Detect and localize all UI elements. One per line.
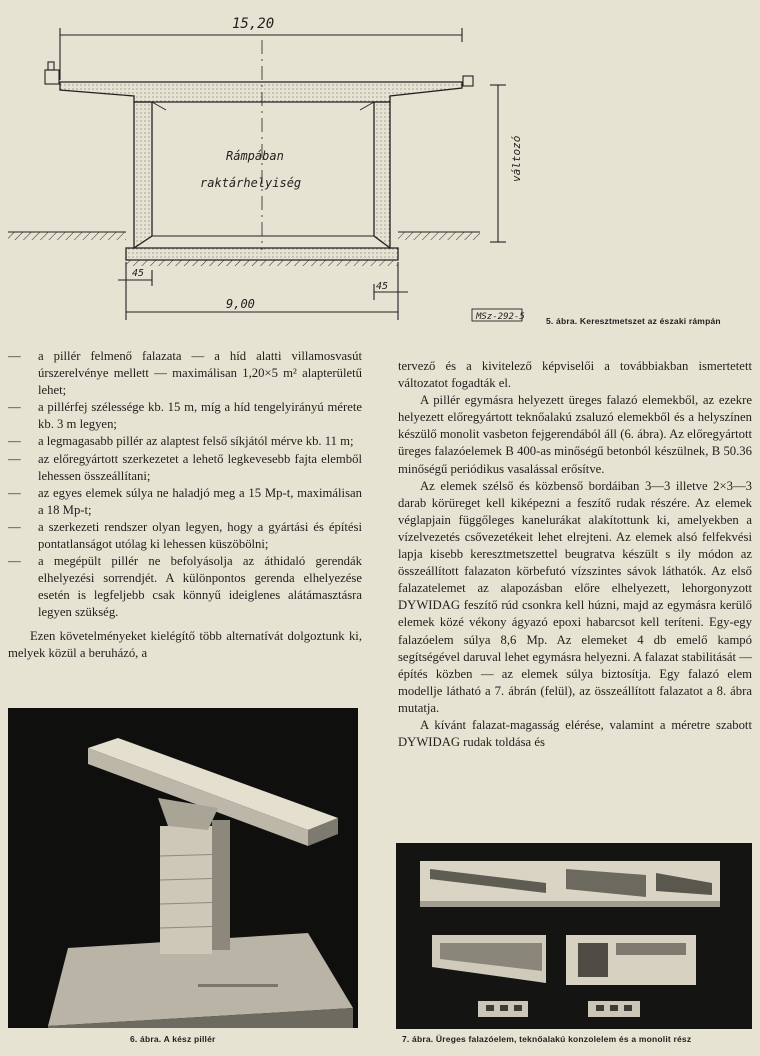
standard-stamp: MSz-292-5: [476, 312, 525, 322]
body-paragraph: A kívánt falazat-magasság elérése, valamint a méretre szabott DYWIDAG rudak toldása és: [398, 717, 752, 750]
room-label-line2: raktárhelyiség: [200, 176, 302, 190]
figure6-photo: [8, 708, 358, 1028]
cross-section-drawing: [0, 0, 760, 340]
right-wall: [374, 102, 390, 248]
body-paragraph: tervező és a kivitelező képviselői a továbbiakban ismertetett változatot fogadták el.: [398, 359, 752, 391]
right-column: [398, 358, 752, 751]
requirement-item: — a pillér felmenő falazata — a híd alatti villamosvasút úrszerelvénye mellett — maximálisan 1,20×5 m² alapterületű lehet;: [8, 349, 362, 398]
body-paragraph: A pillér egymásra helyezett üreges falazó elemekből, az ezekre helyezett előregyártott teknőalakú zsaluzó elemekből és a helyszínen készülő monolit vasbeton fejgerendából áll (6. ábra). Az előregyártott üreges falazóelemek B 400-as minőségű betonból készülnek, B 50.36 minőségű periódikus vasalással erősítve.: [398, 393, 752, 476]
body-paragraph: Az elemek szélső és közbenső bordáiban 3—3 illetve 2×3—3 darab körüreget kell kiképezni a feszítő rudak részére. Az elemek véglapjain függőleges kanelurákat alakítottunk ki, amelyekben a vízelvezetés csővezetékeit lehet elrejteni. Az elemek alsó felfekvési lapja kisebb keresztmetszettel beugratva készült s ily módon az összeállított falazaton körbefutó vízszintes sávok láthatók. Az első falazatelemet az alapozásban előre elhelyezett, lehorgonyzott DYWIDAG feszítő rúd csonkra kell húzni, majd az egymásra kerülő elemek közé vékony ágyazó epoxi habarcsot kell teríteni. Egy-egy falazóelem súlya 8,6 Mp. Az elemeket 4 db emelő kampó segítségével daruval lehet egymásra helyezni. A falazat stabilitását — építés közben — az elemek súlya biztosítja. Egy falazó elem modellje látható a 7. ábrán (felül), az összeállított falazatot a 8. ábra mutatja.: [398, 478, 752, 715]
top-dimension-text: 15,20: [232, 16, 275, 32]
requirement-item: — a legmagasabb pillér az alaptest felső síkjától mérve kb. 11 m;: [8, 434, 354, 449]
figure7-photo: [396, 843, 752, 1029]
ground-left: [8, 232, 126, 240]
requirement-item: — az előregyártott szerkezetet a lehető legkevesebb fajta elemből lehessen összeállítani;: [8, 451, 362, 483]
bottom-dimension-text: 9,00: [226, 297, 255, 311]
left-dimension-text: 45: [132, 268, 145, 279]
right-dimension-text: 45: [376, 281, 389, 292]
right-parapet: [463, 76, 473, 86]
left-column: [8, 348, 362, 662]
body-paragraph: Ezen követelményeket kielégítő több alternatívát dolgoztunk ki, melyek közül a beruházó, a: [8, 628, 362, 660]
requirement-item: — a szerkezeti rendszer olyan legyen, hogy a gyártási és építési pontatlanságot utólag ki lehessen küszöbölni;: [8, 519, 362, 552]
figure5-caption: 5. ábra. Keresztmetszet az északi rámpán: [546, 316, 721, 326]
figure7-caption: 7. ábra. Üreges falazóelem, teknőalakú konzolelem és a monolit rész: [402, 1034, 692, 1044]
figure6-caption: 6. ábra. A kész pillér: [130, 1034, 216, 1044]
requirement-item: — az egyes elemek súlya ne haladjó meg a 15 Mp-t, maximálisan a 18 Mp-t;: [8, 485, 362, 517]
requirement-item: — a pillérfej szélessége kb. 15 m, míg a híd tengelyirányú mérete kb. 3 m legyen;: [8, 400, 362, 432]
room-label-line1: Rámpában: [226, 149, 284, 163]
side-label: változó: [510, 135, 523, 182]
requirement-item: — a megépült pillér ne befolyásolja az áthidaló gerendák elhelyezési sorrendjét. A különpontos gerenda elhelyezése esetén is legfeljebb csak könnyű ideiglenes alátámasztásra legyen szükség.: [8, 554, 362, 620]
left-wall: [134, 102, 152, 248]
deck-slab: [60, 82, 462, 102]
ground-right: [398, 232, 480, 240]
bottom-slab: [126, 248, 398, 260]
left-parapet: [45, 70, 59, 84]
